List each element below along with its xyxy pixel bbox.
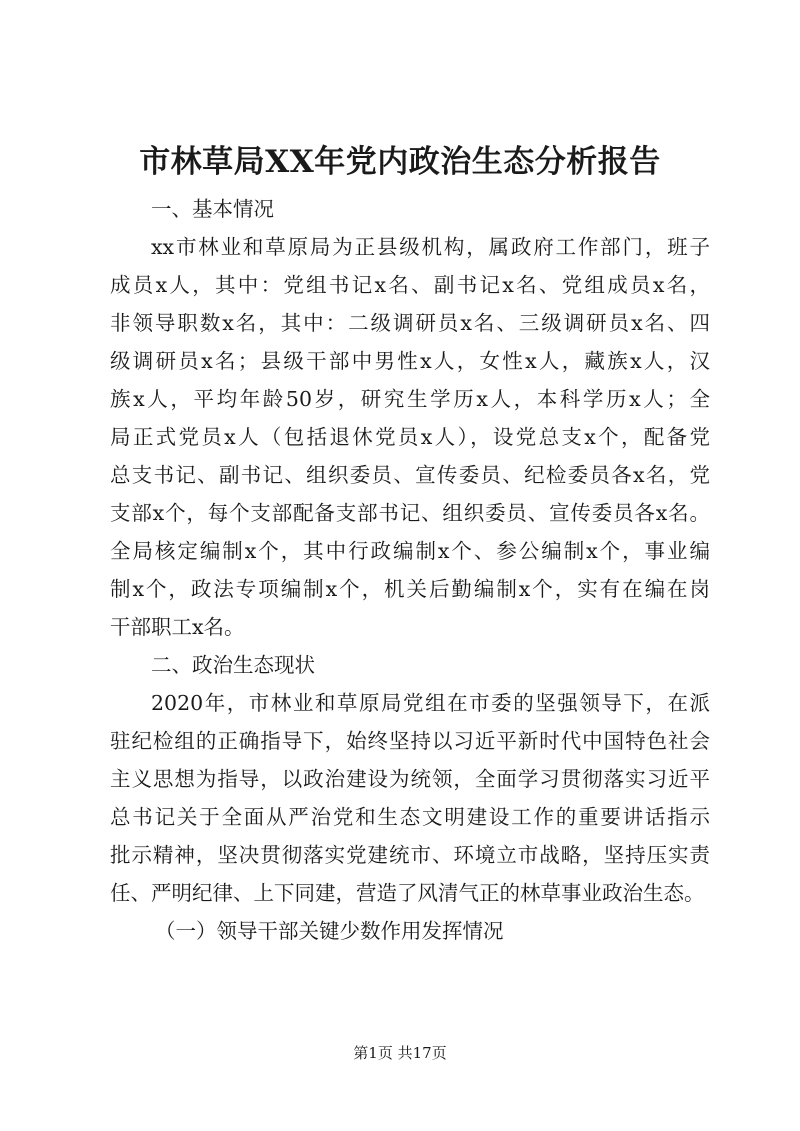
paragraph-line: 总支书记、副书记、组织委员、宣传委员、纪检委员各x名，党 — [110, 463, 710, 487]
document-title: 市林草局XX年党内政治生态分析报告 — [139, 144, 661, 180]
paragraph-line: 驻纪检组的正确指导下，始终坚持以习近平新时代中国特色社会 — [110, 729, 710, 753]
paragraph-line: 任、严明纪律、上下同建，营造了风清气正的林草事业政治生态。 — [110, 881, 705, 905]
paragraph-line: 非领导职数x名，其中：二级调研员x名、三级调研员x名、四 — [110, 311, 710, 335]
paragraph-line: 2020年，市林业和草原局党组在市委的坚强领导下，在派 — [151, 691, 710, 715]
paragraph-line: 批示精神，坚决贯彻落实党建统市、环境立市战略，坚持压实责 — [110, 843, 710, 867]
paragraph-line: 支部x个，每个支部配备支部书记、组织委员、宣传委员各x名。 — [110, 501, 710, 525]
paragraph-line: 族x人，平均年龄50岁，研究生学历x人，本科学历x人；全 — [110, 387, 710, 411]
paragraph-line: 主义思想为指导，以政治建设为统领，全面学习贯彻落实习近平 — [110, 767, 710, 791]
paragraph-line: 成员x人，其中：党组书记x名、副书记x名、党组成员x名， — [110, 273, 710, 297]
subsection-heading: （一）领导干部关键少数作用发挥情况 — [155, 919, 504, 943]
document-body — [110, 190, 710, 950]
page-number-footer: 第1页 共17页 — [353, 1044, 447, 1062]
section-heading-basic: 一、基本情况 — [151, 197, 274, 221]
paragraph-line: 干部职工x名。 — [110, 615, 245, 639]
section-heading-status: 二、政治生态现状 — [151, 653, 315, 677]
paragraph-line: 级调研员x名；县级干部中男性x人，女性x人，藏族x人，汉 — [110, 349, 710, 373]
paragraph-line: 局正式党员x人（包括退休党员x人），设党总支x个，配备党 — [110, 425, 710, 449]
paragraph-line: 制x个，政法专项编制x个，机关后勤编制x个，实有在编在岗 — [110, 577, 710, 601]
paragraph-line: 全局核定编制x个，其中行政编制x个、参公编制x个，事业编 — [110, 539, 710, 563]
paragraph-line: xx市林业和草原局为正县级机构，属政府工作部门，班子 — [151, 235, 710, 259]
paragraph-line: 总书记关于全面从严治党和生态文明建设工作的重要讲话指示 — [110, 805, 710, 829]
